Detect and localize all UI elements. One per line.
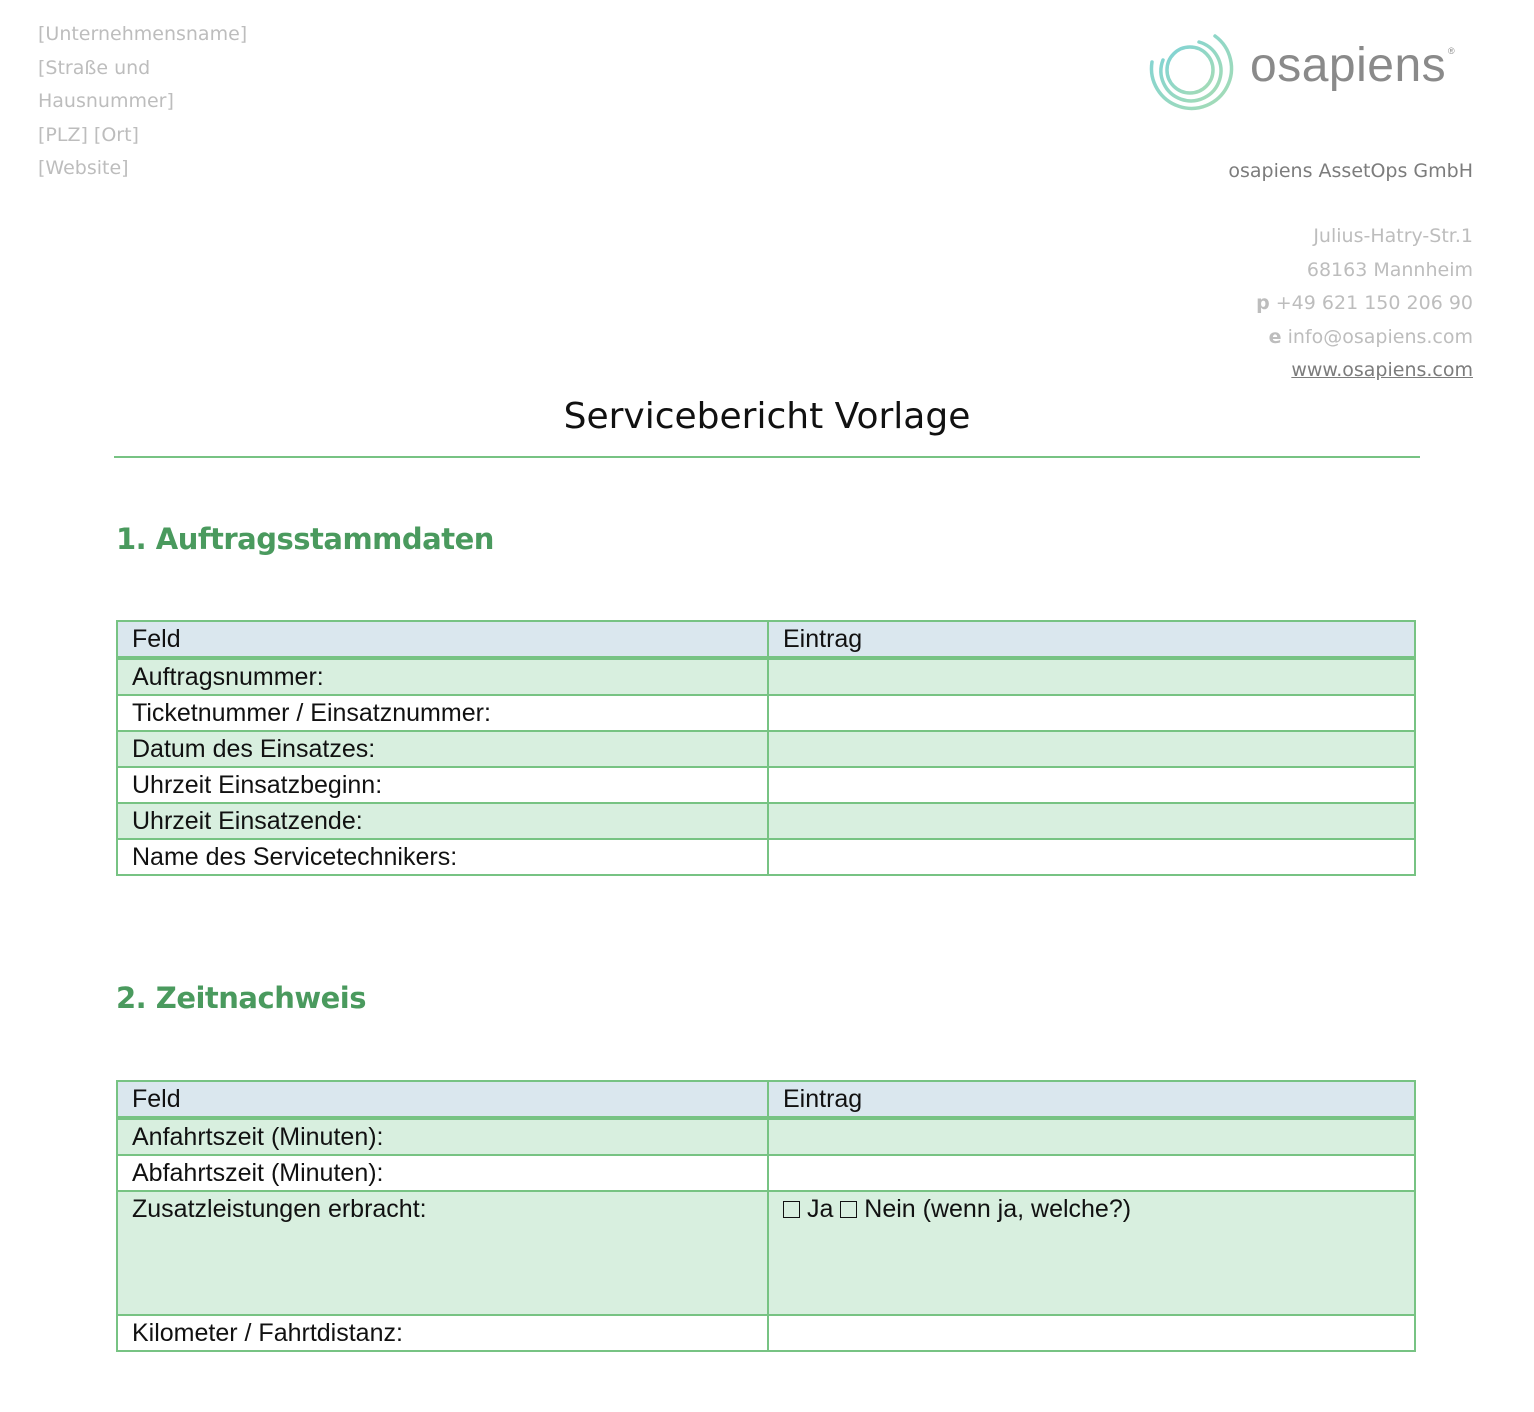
field-label: Uhrzeit Einsatzende:: [117, 803, 768, 839]
registered-mark: ®: [1448, 46, 1455, 56]
section-heading-zeitnachweis: 2. Zeitnachweis: [116, 981, 367, 1015]
table-row: [117, 767, 1415, 803]
table-row: [117, 1155, 1415, 1191]
company-name: osapiens AssetOps GmbH: [1228, 160, 1473, 182]
field-label: Name des Servicetechnikers:: [117, 839, 768, 875]
logo-wordmark: osapiens: [1250, 39, 1447, 92]
field-label: Zusatzleistungen erbracht:: [117, 1191, 768, 1315]
email-label: e: [1268, 325, 1282, 348]
entry-cell-anfahrtszeit[interactable]: [768, 1118, 1415, 1155]
auftragsstammdaten-table: [116, 620, 1416, 876]
company-city: 68163 Mannheim: [1306, 258, 1473, 281]
sender-street-placeholder: [Straße und: [38, 56, 151, 79]
field-label: Datum des Einsatzes:: [117, 731, 768, 767]
field-label: Uhrzeit Einsatzbeginn:: [117, 767, 768, 803]
section-heading-auftragsstammdaten: 1. Auftragsstammdaten: [116, 522, 494, 556]
table-header-row: [117, 1081, 1415, 1118]
table-row: [117, 803, 1415, 839]
entry-cell-einsatzbeginn[interactable]: [768, 767, 1415, 803]
osapiens-logo: [1146, 24, 1466, 114]
entry-cell-auftragsnummer[interactable]: [768, 658, 1415, 695]
field-label: Ticketnummer / Einsatznummer:: [117, 695, 768, 731]
company-website-link[interactable]: www.osapiens.com: [1291, 359, 1473, 381]
table-row: [117, 839, 1415, 875]
company-address-block: [1256, 220, 1473, 388]
sender-house-number-placeholder: Hausnummer]: [38, 90, 174, 112]
table-header-row: [117, 621, 1415, 658]
sender-city-placeholder: [PLZ] [Ort]: [38, 123, 139, 146]
table-row: [117, 658, 1415, 695]
document-title: Servicebericht Vorlage: [563, 396, 971, 437]
checkbox-nein[interactable]: [840, 1201, 857, 1218]
company-email-line: [1256, 321, 1473, 355]
table-row: [117, 1118, 1415, 1155]
table-row: [117, 695, 1415, 731]
entry-cell-ticketnummer[interactable]: [768, 695, 1415, 731]
entry-cell-abfahrtszeit[interactable]: [768, 1155, 1415, 1191]
entry-cell-kilometer[interactable]: [768, 1315, 1415, 1351]
sender-website-placeholder: [Website]: [38, 157, 129, 179]
column-header-eintrag: Eintrag: [768, 1081, 1415, 1118]
entry-cell-einsatzende[interactable]: [768, 803, 1415, 839]
table-row: [117, 1315, 1415, 1351]
field-label: Anfahrtszeit (Minuten):: [117, 1118, 768, 1155]
field-label: Kilometer / Fahrtdistanz:: [117, 1315, 768, 1351]
checkbox-ja-label: Ja: [806, 1195, 834, 1223]
table-row: [117, 1191, 1415, 1315]
column-header-feld: Feld: [117, 621, 768, 658]
table-row: [117, 731, 1415, 767]
column-header-feld: Feld: [117, 1081, 768, 1118]
checkbox-ja[interactable]: [783, 1201, 800, 1218]
title-divider: [114, 456, 1420, 458]
company-phone: +49 621 150 206 90: [1275, 292, 1473, 314]
column-header-eintrag: Eintrag: [768, 621, 1415, 658]
zeitnachweis-table: [116, 1080, 1416, 1352]
sender-address-block: [38, 18, 247, 186]
entry-cell-zusatzleistungen: [768, 1191, 1415, 1315]
concentric-rings-logo-icon: [1146, 24, 1238, 116]
company-phone-line: [1256, 287, 1473, 321]
sender-company-placeholder: [Unternehmensname]: [38, 23, 248, 45]
field-label: Auftragsnummer:: [117, 658, 768, 695]
phone-label: p: [1256, 292, 1270, 314]
entry-cell-servicetechniker[interactable]: [768, 839, 1415, 875]
company-email[interactable]: info@osapiens.com: [1287, 325, 1473, 348]
field-label: Abfahrtszeit (Minuten):: [117, 1155, 768, 1191]
checkbox-nein-label: Nein (wenn ja, welche?): [864, 1195, 1132, 1223]
company-street: Julius-Hatry-Str.1: [1313, 225, 1473, 247]
entry-cell-datum[interactable]: [768, 731, 1415, 767]
